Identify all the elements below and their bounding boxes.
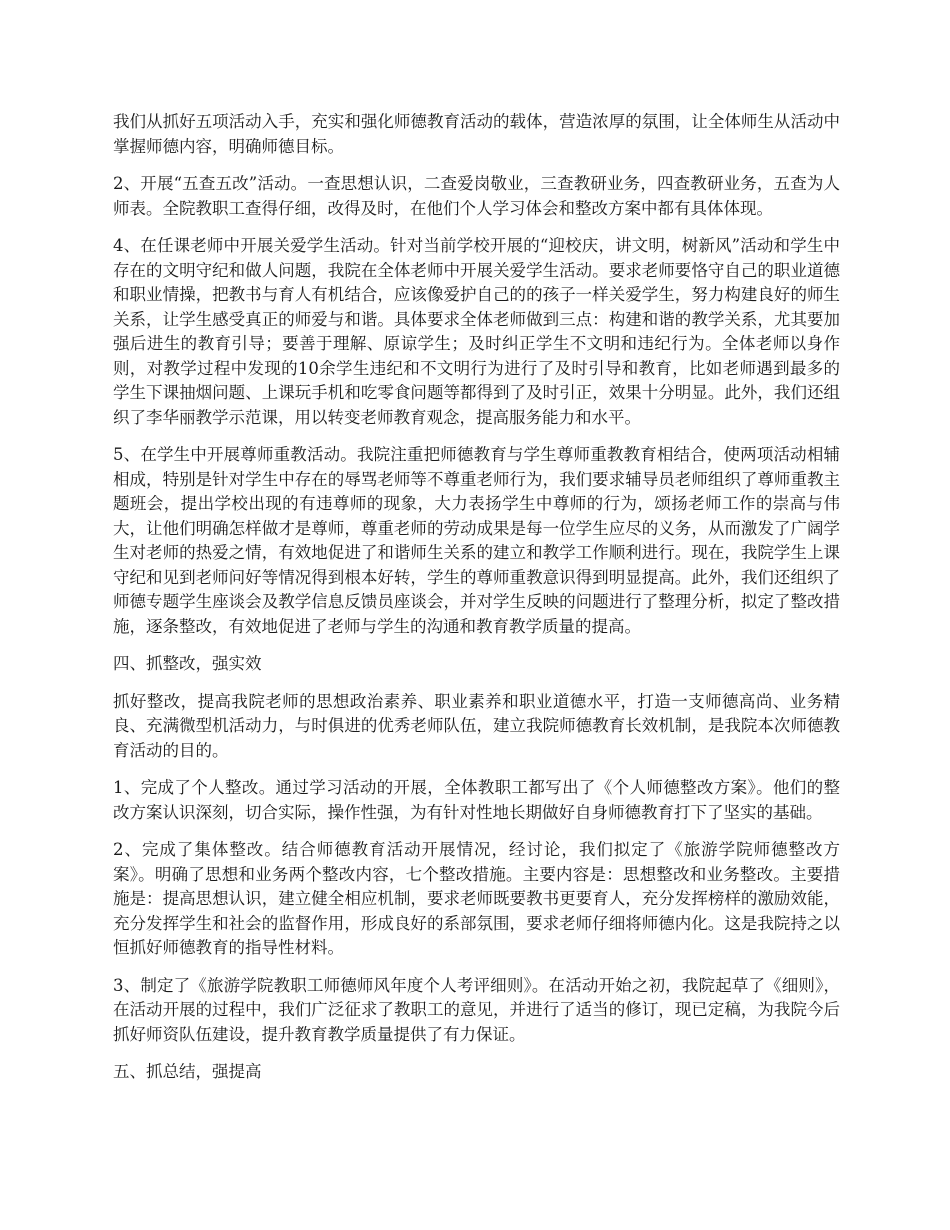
respect-teachers-paragraph: 5、在学生中开展尊师重教活动。我院注重把师德教育与学生尊师重教教育相结合，使两项活动相辅相成，特别是针对学生中存在的辱骂老师等不尊重老师行为，我们要求辅导员老师组织了尊师重教主题班会，提出学校出现的有违尊师的现象，大力表扬学生中尊师的行为，颂扬老师工作的崇高与伟大，让他们明确怎样做才是尊师，尊重老师的劳动成果是每一位学生应尽的义务，从而激发了广阔学生对老师的热爱之情，有效地促进了和谐师生关系的建立和教学工作顺利进行。现在，我院学生上课守纪和见到老师问好等情况得到根本好转，学生的尊师重教意识得到明显提高。此外，我们还组织了师德专题学生座谈会及教学信息反馈员座谈会，并对学生反映的问题进行了整理分析，拟定了整改措施，逐条整改，有效地促进了老师与学生的沟通和教育教学质量的提高。 — [113, 445, 840, 636]
collective-rectification-paragraph: 2、完成了集体整改。结合师德教育活动开展情况，经讨论，我们拟定了《旅游学院师德整改方案》。明确了思想和业务两个整改内容，七个整改措施。主要内容是：思想整改和业务整改。主要措施是：提高思想认识，建立健全相应机制，要求老师既要教书更要育人，充分发挥榜样的激励效能，充分发挥学生和社会的监督作用，形成良好的系部氛围，要求老师仔细将师德内化。这是我院持之以恒抓好师德教育的指导性材料。 — [113, 840, 840, 957]
rectification-goal-paragraph: 抓好整改，提高我院老师的思想政治素养、职业素养和职业道德水平，打造一支师德高尚、业务精良、充满微型机活动力，与时俱进的优秀老师队伍，建立我院师德教育长效机制，是我院本次师德教育活动的目的。 — [113, 691, 840, 760]
intro-paragraph: 我们从抓好五项活动入手，充实和强化师德教育活动的载体，营造浓厚的氛围，让全体师生从活动中掌握师德内容，明确师德目标。 — [113, 112, 840, 156]
evaluation-rules-paragraph: 3、制定了《旅游学院教职工师德师风年度个人考评细则》。在活动开始之初，我院起草了《细则》，在活动开展的过程中，我们广泛征求了教职工的意见，并进行了适当的修订，现已定稿，为我院今后抓好师资队伍建设，提升教育教学质量提供了有力保证。 — [113, 975, 840, 1044]
section-heading-rectification: 四、抓整改，强实效 — [113, 654, 262, 673]
document-body — [113, 110, 840, 1098]
section-heading-summary: 五、抓总结，强提高 — [113, 1062, 262, 1081]
care-students-paragraph: 4、在任课老师中开展关爱学生活动。针对当前学校开展的“迎校庆，讲文明，树新风”活动和学生中存在的文明守纪和做人问题，我院在全体老师中开展关爱学生活动。要求老师要恪守自己的职业道德和职业情操，把教书与育人有机结合，应该像爱护自己的的孩子一样关爱学生，努力构建良好的师生关系，让学生感受真正的师爱与和谐。具体要求全体老师做到三点：构建和谐的教学关系，尤其要加强后进生的教育引导；要善于理解、原谅学生；及时纠正学生不文明和违纪行为。全体老师以身作则，对教学过程中发现的10余学生违纪和不文明行为进行了及时引导和教育，比如老师遇到最多的学生下课抽烟问题、上课玩手机和吃零食问题等都得到了及时引正，效果十分明显。此外，我们还组织了李华丽教学示范课，用以转变老师教育观念，提高服务能力和水平。 — [113, 236, 840, 427]
five-checks-paragraph: 2、开展“五查五改”活动。一查思想认识，二查爱岗敬业，三查教研业务，四查教研业务，五查为人师表。全院教职工查得仔细，改得及时，在他们个人学习体会和整改方案中都有具体体现。 — [113, 174, 840, 218]
personal-rectification-paragraph: 1、完成了个人整改。通过学习活动的开展，全体教职工都写出了《个人师德整改方案》。他们的整改方案认识深刻，切合实际，操作性强，为有针对性地长期做好自身师德教育打下了坚实的基础。 — [113, 778, 840, 822]
